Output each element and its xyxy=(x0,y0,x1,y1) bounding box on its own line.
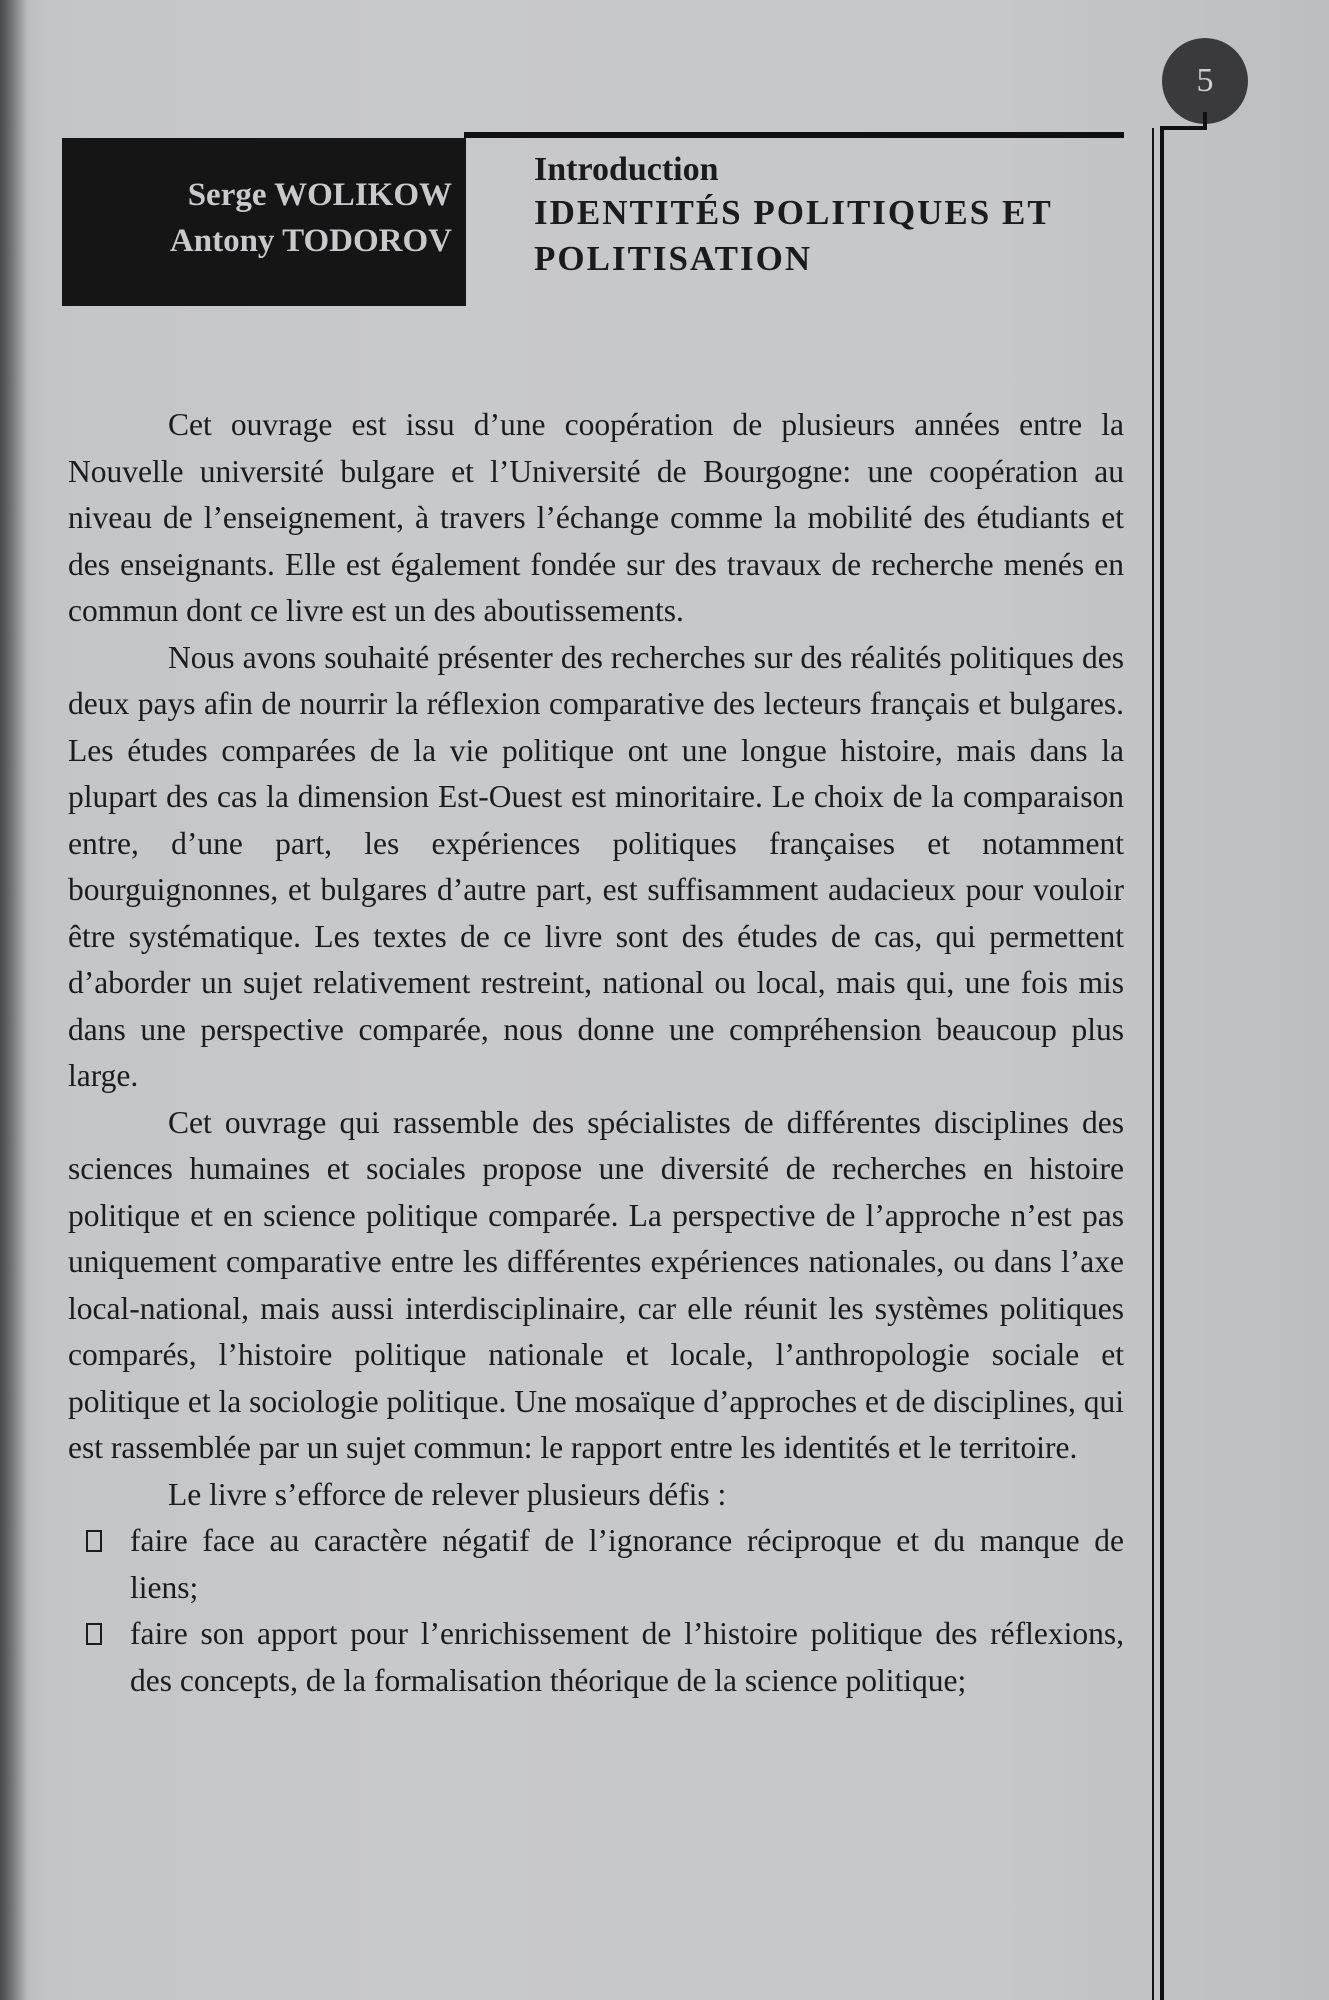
paragraph: Cet ouvrage est issu d’une coopération de plusieurs années entre la Nouvelle université bulgare et l’Université de Bourgogne: une coopération au niveau de l’enseignement, à travers l’échange comme la mobilité des étudiants et des enseignants. Elle est également fondée sur des travaux de recherche menés en commun dont ce livre est un des aboutissements. xyxy=(68,407,1124,628)
checkbox-bullet-icon xyxy=(86,1530,102,1552)
body-text xyxy=(68,402,1124,1704)
section-label: Introduction xyxy=(534,151,719,188)
author-box xyxy=(62,138,466,306)
chapter-title-line: POLITISATION xyxy=(534,239,813,278)
checkbox-bullet-icon xyxy=(86,1623,102,1645)
challenge-list xyxy=(68,1518,1124,1704)
author-name: Serge WOLIKOW xyxy=(187,177,452,213)
chapter-header xyxy=(534,150,1144,282)
author-name: Antony TODOROV xyxy=(169,223,452,259)
paragraph: Le livre s’efforce de relever plusieurs défis : xyxy=(168,1476,727,1512)
list-item-text: faire son apport pour l’enrichissement de l’histoire politique des réflexions, des concepts, de la formalisation théorique de la science politique; xyxy=(130,1616,1124,1698)
gutter-shadow xyxy=(0,0,28,2000)
list-item-text: faire face au caractère négatif de l’ignorance réciproque et du manque de liens; xyxy=(130,1523,1124,1605)
chapter-title xyxy=(534,190,1144,282)
page-number-connector xyxy=(1160,126,1205,130)
margin-rule-inner xyxy=(1152,128,1154,2000)
page-number-badge: 5 xyxy=(1162,38,1248,124)
margin-rule-outer xyxy=(1160,128,1164,2000)
paragraph: Nous avons souhaité présenter des recherches sur des réalités politiques des deux pays afin de nourrir la réflexion comparative des lecteurs français et bulgares. Les études comparées de la vie politique ont une longue histoire, mais dans la plupart des cas la dimension Est-Ouest est minoritaire. Le choix de la comparaison entre, d’une part, les expériences politiques françaises et notamment bourguignonnes, et bulgares d’autre part, est suffisamment audacieux pour vouloir être systématique. Les textes de ce livre sont des études de cas, qui permettent d’aborder un sujet relativement restreint, national ou local, mais qui, une fois mis dans une perspective comparée, nous donne une compréhension beaucoup plus large. xyxy=(68,639,1124,1093)
chapter-title-line: IDENTITÉS POLITIQUES ET xyxy=(534,193,1053,232)
page-number-connector-vertical xyxy=(1203,112,1207,130)
list-item xyxy=(68,1518,1124,1611)
list-item xyxy=(68,1611,1124,1704)
paragraph: Cet ouvrage qui rassemble des spécialistes de différentes disciplines des sciences humaines et sociales propose une diversité de recherches en histoire politique et en science politique comparée. La perspective de l’approche n’est pas uniquement comparative entre les différentes expériences nationales, ou dans l’axe local-national, mais aussi interdisciplinaire, car elle réunit les systèmes politiques comparés, l’histoire politique nationale et locale, l’anthropologie sociale et politique et la sociologie politique. Une mosaïque d’approches et de disciplines, qui est rassemblée par un sujet commun: le rapport entre les identités et le territoire. xyxy=(68,1104,1124,1465)
header-rule xyxy=(464,132,1124,138)
